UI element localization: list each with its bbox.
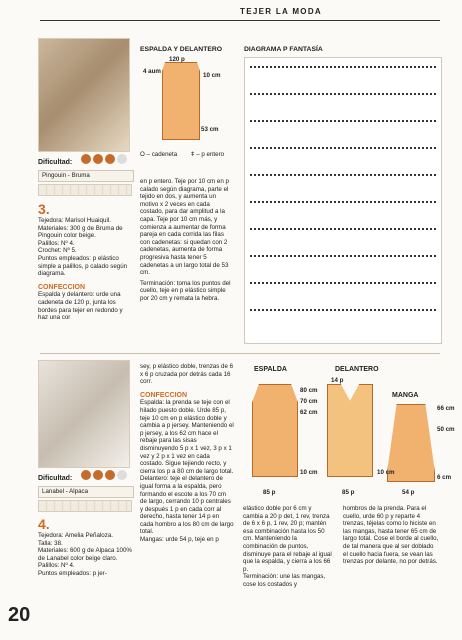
materiales: Materiales: 600 g de Alpaca 100% de Lanabel color beige claro. xyxy=(38,547,132,562)
confeccion-title: CONFECCION xyxy=(140,391,188,399)
item-number: 4. xyxy=(38,516,50,532)
terminacion-text: Terminación: toma los puntos del cuello, teje en p elástico simple por 20 cm y remata la hebra. xyxy=(140,279,231,302)
difficulty-row-2 xyxy=(38,467,132,487)
measure-6cm: 6 cm xyxy=(437,474,452,481)
instructions-col-4 xyxy=(343,505,439,566)
measure-4aum: 4 aum xyxy=(143,68,161,75)
measure-50cm: 50 cm xyxy=(437,426,455,433)
col2-top: sey, p elástico doble, trenzas de 6 x 6 p cruzada por detrás cada 16 corr. xyxy=(140,363,234,386)
difficulty-label: Dificultad: xyxy=(38,475,73,482)
diagram-title-1: ESPALDA Y DELANTERO xyxy=(140,46,223,53)
puntos: Puntos empleados: p elástico simple a palillos, p calado según diagrama. xyxy=(38,254,128,278)
page-header xyxy=(40,0,440,21)
diagram-row xyxy=(250,309,436,333)
measure-54p: 54 p xyxy=(402,489,415,496)
manga-label: MANGA xyxy=(392,392,419,399)
palillos: Palillos: Nº 4. xyxy=(38,562,75,570)
tejedora: Tejedora: Marisol Huaiquil. xyxy=(38,217,111,224)
instructions-col-1 xyxy=(140,178,232,303)
diagram-row xyxy=(250,282,436,306)
diagram-row xyxy=(250,120,436,144)
col3-terminacion: Terminación: une las mangas, cose los costados y xyxy=(243,573,326,588)
measure-85p-a: 85 p xyxy=(263,489,276,496)
diagram-row xyxy=(250,228,436,252)
pattern-title: DIAGRAMA P FANTASÍA xyxy=(244,46,323,53)
crochet: Crochet: Nº 5. xyxy=(38,247,77,255)
measure-53cm: 53 cm xyxy=(201,126,219,133)
yarn-label-1: Pingouin - Bruma xyxy=(38,170,134,182)
page-number: 20 xyxy=(8,604,31,626)
col4-text: hombros de la prenda. Para el cuello, urde 60 p y reparte 4 trenzas, téjelas como lo hiciste en las mangas, hasta tener 65 cm de largo total. Cose el borde al cuello, de tal manera que al ser doblado el cuello hacia fuera, se vean las trenzas por delante, no por detrás. xyxy=(343,505,439,566)
diagram-row xyxy=(250,201,436,225)
puntos: Puntos empleados: p jer- xyxy=(38,569,107,577)
col2-delantero: Delantero: teje el delantero de igual forma a la espalda, pero formando el escote a los 70 cm de largo, cerrando 10 p centrales y después 1 p en cada corr al derecho, hasta tener 14 p en cada hombro a los 80 cm de largo total. xyxy=(140,475,234,536)
confeccion-title: CONFECCION xyxy=(38,283,86,291)
delantero-shape xyxy=(327,384,373,477)
delantero-label: DELANTERO xyxy=(335,366,379,373)
middle-text: en p entero. Teje por 10 cm en p calado según diagrama, parte el tejido en dos, y aumenta un motivo x 2 veces en cada costado, para dar amplitud a la capa. Teje por 10 cm más, y comienza a aumentar de forma pareja en cada corrida las filas con cadenetas: si quedan con 2 cadenetas, aumenta de forma progresiva hasta tener 5 cadenetas a un largo total de 53 cm. xyxy=(140,178,229,277)
measure-70cm: 70 cm xyxy=(300,398,318,405)
difficulty-label: Dificultad: xyxy=(38,159,73,166)
yarn-swatch-1 xyxy=(38,184,132,196)
difficulty-row-1 xyxy=(38,151,132,171)
sweater-photo-1 xyxy=(38,38,130,152)
measure-14p: 14 p xyxy=(331,377,344,384)
sweater-photo-2 xyxy=(38,360,130,468)
espalda-label: ESPALDA xyxy=(254,366,287,373)
col3-text: elástico doble por 6 cm y cambia a 20 p det, 1 rev, trenza de 6 x 6 p, 1 rev, 20 p; mantén esa combinación hasta los 50 cm. Manteniendo la combinación de puntos, disminuye para el rebaje al igual que la espalda, y cierra a los 66 p. xyxy=(243,505,332,573)
espalda-shape xyxy=(252,384,298,477)
difficulty-rating xyxy=(81,151,129,168)
schematic-shape-1 xyxy=(162,62,200,140)
measure-10cm-a: 10 cm xyxy=(300,469,318,476)
measure-62cm: 62 cm xyxy=(300,409,318,416)
diagram-row xyxy=(250,255,436,279)
diagram-row xyxy=(250,66,436,90)
measure-80cm: 80 cm xyxy=(300,387,318,394)
stitch-diagram xyxy=(244,57,442,344)
legend-cadeneta: O – cadeneta xyxy=(140,151,178,158)
difficulty-rating xyxy=(81,467,129,484)
measure-120p: 120 p xyxy=(169,56,185,63)
measure-10cm: 10 cm xyxy=(203,72,221,79)
col2-body: Espalda: la prenda se teje con el hilado puesto doble. Urde 85 p, teje 10 cm en p elástico doble y cambia a p jersey. Manteniendo el p jersey, a los 62 cm hace el rebaje para las sisas disminuyendo 5 p x 1 vez, 3 p x 1 vez y 2 p x 1 vez en cada costado. Sigue tejiendo recto, y cierra los p a 80 cm de largo total. xyxy=(140,399,234,475)
yarn-label-2: Lanabel - Alpaca xyxy=(38,486,134,498)
diagram-row xyxy=(250,174,436,198)
espalda-text: Espalda y delantero: urde una cadeneta de 120 p, junta los bordes para tejer en redondo y haz una cor xyxy=(38,291,123,322)
project-info-2 xyxy=(38,517,134,578)
project-info-1 xyxy=(38,202,134,322)
talla: Talla: 38. xyxy=(38,539,63,547)
item-number: 3. xyxy=(38,201,50,217)
palillos: Palillos: Nº 4. xyxy=(38,239,75,247)
measure-85p-b: 85 p xyxy=(342,489,355,496)
diagram-row xyxy=(250,147,436,171)
materiales: Materiales: 300 g de Bruma de Pingouin color beige. xyxy=(38,224,123,240)
legend-pentero: ǂ – p entero xyxy=(190,151,225,158)
yarn-swatch-2 xyxy=(38,500,132,512)
instructions-col-3 xyxy=(243,505,333,589)
measure-10cm-b: 10 cm xyxy=(377,469,395,476)
tejedora: Tejedora: Amelia Peñaloza. xyxy=(38,532,113,539)
diagram-row xyxy=(250,93,436,117)
measure-66cm: 66 cm xyxy=(437,405,455,412)
legend xyxy=(140,151,224,159)
instructions-col-2 xyxy=(140,363,234,544)
col2-mangas: Mangas: urde 54 p, teje en p xyxy=(140,536,219,544)
section-divider xyxy=(40,353,440,354)
page-title: TEJER LA MODA xyxy=(240,7,322,16)
